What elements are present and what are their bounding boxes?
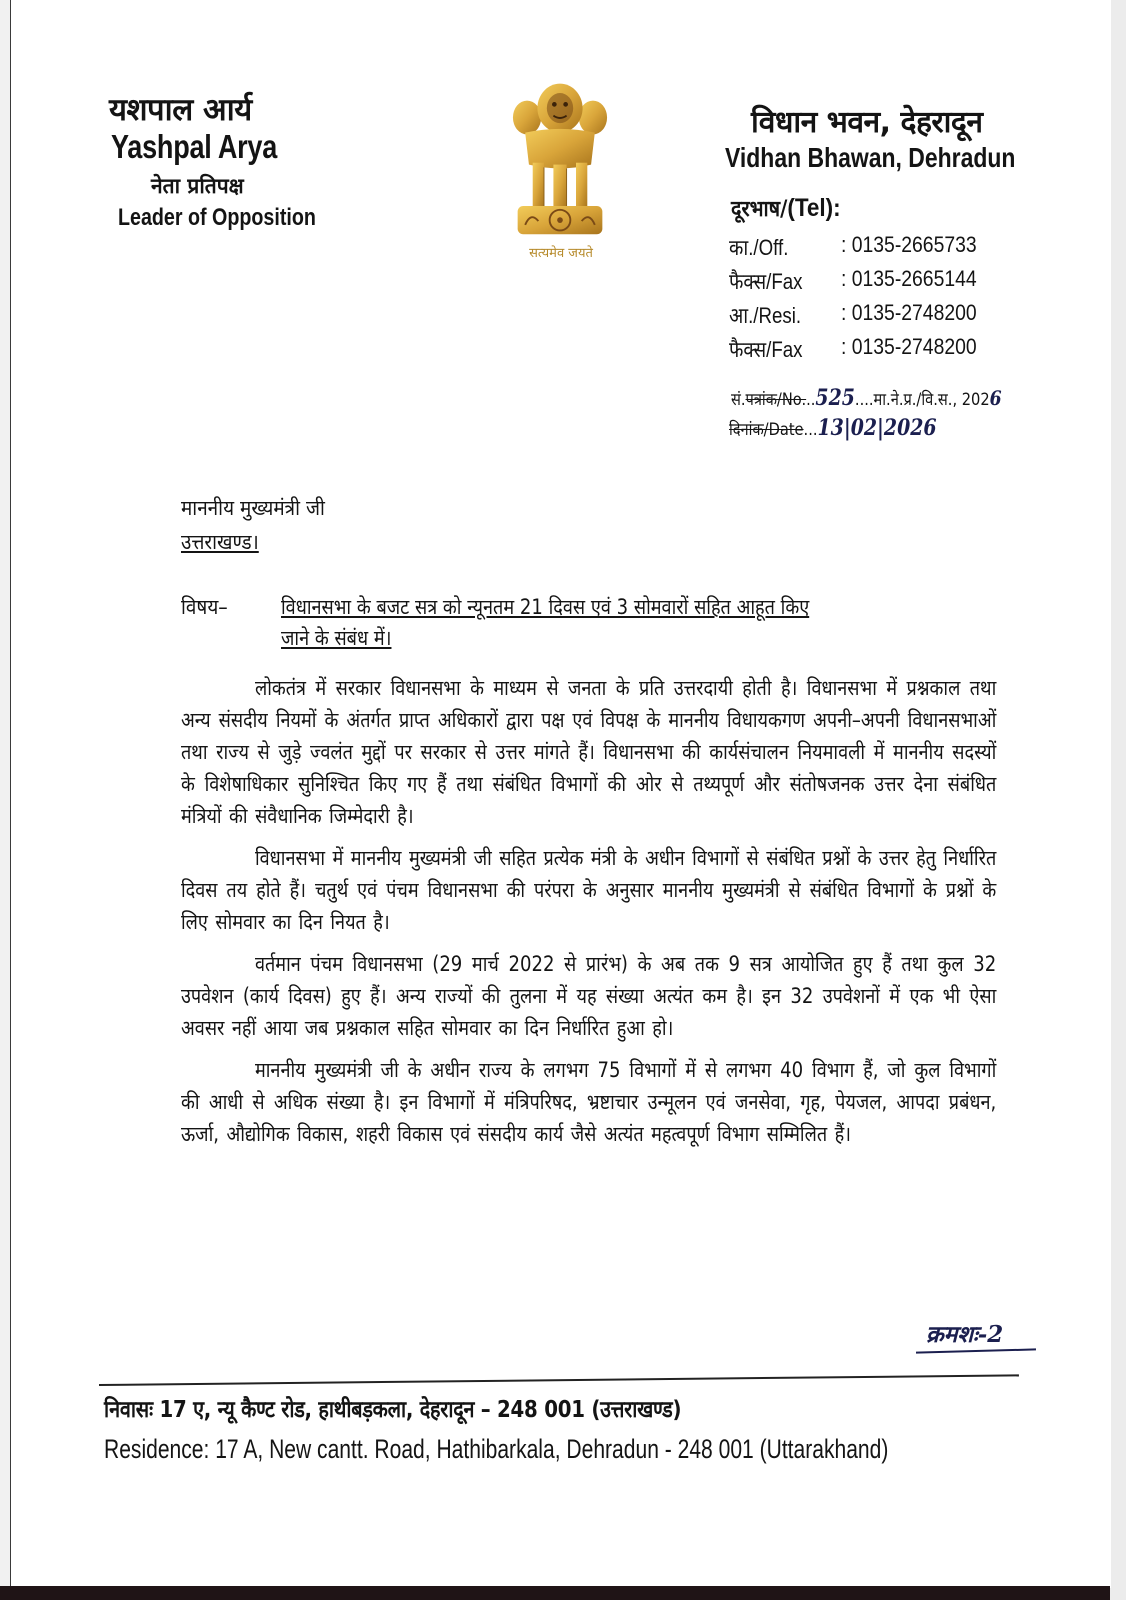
office-name-hindi: विधान भवन, देहरादून [751, 105, 983, 140]
paragraph-text: लोकतंत्र में सरकार विधानसभा के माध्यम से जनता के प्रति उत्तरदायी होती है। विधानसभा में प्रश्नकाल तथा अन्य संसदीय नियमों के अंतर्गत प्राप्त अधिकारों द्वारा पक्ष एवं विपक्ष के माननीय विधायकगण अपनी–अपनी विधानसभाओं तथा राज्य से जुड़े ज्वलंत मुद्दों पर सरकार से उत्तर मांगते हैं। विधानसभा की कार्यसंचालन नियमावली में माननीय सदस्यों के विशेषाधिकार सुनिश्चित किए गए हैं तथा संबंधित विभागों की ओर से तथ्यपूर्ण और संतोषजनक उत्तर देना संबंधित मंत्रियों की संवैधानिक जिम्मेदारी है। [181, 676, 997, 828]
telephone-heading-hindi: दूरभाष/ [731, 197, 788, 222]
continuation-note: क्रमशः-2 [926, 1321, 1004, 1348]
footer-divider [99, 1374, 1019, 1386]
letter-page [10, 0, 1111, 1588]
sender-role-hindi: नेता प्रतिपक्ष [151, 174, 244, 198]
residence-address-english: Residence: 17 A, New cantt. Road, Hathibarkala, Dehradun - 248 001 (Uttarakhand) [104, 1434, 889, 1464]
subject-text-line2: जाने के संबंध में। [281, 626, 392, 650]
date-handwritten: 13|02|2026 [817, 415, 937, 441]
paragraph-text: माननीय मुख्यमंत्री जी के अधीन राज्य के लगभग 75 विभागों में से लगभग 40 विभाग हैं, जो कुल विभागों की आधी से अधिक संख्या है। इन विभागों में मंत्रिपरिषद, भ्रष्टाचार उन्मूलन एवं जनसेवा, गृह, पेयजल, आपदा प्रबंधन, ऊर्जा, औद्योगिक विकास, शहरी विकास एवं संसदीय कार्य जैसे अत्यंत महत्वपूर्ण विभाग सम्मिलित हैं। [181, 1058, 997, 1146]
body-paragraph-3 [181, 948, 996, 1044]
contact-label: फैक्स/Fax [729, 337, 803, 362]
sender-name-english: Yashpal Arya [111, 128, 278, 165]
letter-date: दिनांक/Date...13|02|2026 [729, 415, 937, 441]
subject-label: विषय– [181, 595, 228, 619]
contact-number: : 0135-2748200 [841, 334, 977, 359]
paragraph-text: विधानसभा में माननीय मुख्यमंत्री जी सहित प्रत्येक मंत्री के अधीन विभागों से संबंधित प्रश्नों के उत्तर हेतु निर्धारित दिवस तय होते हैं। चतुर्थ एवं पंचम विधानसभा की परंपरा के अनुसार माननीय मुख्यमंत्री से संबंधित विभागों के प्रश्नों के लिए सोमवार का दिन नियत है। [181, 846, 997, 934]
telephone-heading-english: (Tel): [787, 194, 841, 222]
office-name-english: Vidhan Bhawan, Dehradun [725, 142, 1016, 173]
emblem-motto: सत्यमेव जयते [529, 246, 593, 261]
residence-address-hindi: निवासः 17 ए, न्यू कैण्ट रोड, हाथीबड़कला, देहरादून – 248 001 (उत्तराखण्ड) [104, 1397, 682, 1423]
contact-number: : 0135-2665733 [841, 232, 977, 257]
sender-role-english: Leader of Opposition [118, 204, 316, 231]
telephone-heading [731, 193, 841, 223]
date-label: दिनांक/Date [729, 420, 804, 440]
addressee-state: उत्तराखण्ड। [181, 530, 259, 554]
letter-body [181, 672, 996, 1160]
photo-background-strip [1109, 0, 1126, 1600]
sender-name-hindi: यशपाल आर्य [109, 92, 252, 128]
body-paragraph-2 [181, 842, 996, 938]
state-emblem-icon [505, 78, 615, 238]
body-paragraph-1 [181, 672, 996, 832]
addressee-title: माननीय मुख्यमंत्री जी [181, 496, 325, 520]
contact-label: का./Off. [729, 235, 789, 260]
photo-bottom-edge [0, 1586, 1110, 1600]
reference-number: सं.पत्रांक/No...525....मा.ने.प्र./वि.स., 2026 [731, 385, 1002, 411]
continuation-underline [916, 1348, 1036, 1353]
reference-year-handwritten: 6 [989, 386, 1002, 410]
reference-number-handwritten: 525 [815, 385, 855, 411]
reference-prefix: सं. [731, 390, 746, 410]
contact-number: : 0135-2665144 [841, 266, 977, 291]
subject-text-line1: विधानसभा के बजट सत्र को न्यूनतम 21 दिवस एवं 3 सोमवारों सहित आहूत किए [281, 595, 810, 619]
contact-number: : 0135-2748200 [841, 300, 977, 325]
body-paragraph-4 [181, 1054, 996, 1150]
subject-line [181, 592, 981, 654]
contact-label: आ./Resi. [729, 303, 802, 328]
reference-label: पत्रांक/No. [745, 390, 807, 410]
contact-label: फैक्स/Fax [729, 269, 803, 294]
paragraph-text: वर्तमान पंचम विधानसभा (29 मार्च 2022 से प्रारंभ) के अब तक 9 सत्र आयोजित हुए हैं तथा कुल 32 उपवेशन (कार्य दिवस) हुए हैं। अन्य राज्यों की तुलना में यह संख्या अत्यंत कम है। इन 32 उपवेशनों में एक भी ऐसा अवसर नहीं आया जब प्रश्नकाल सहित सोमवार का दिन निर्धारित हुआ हो। [181, 952, 997, 1040]
reference-suffix: मा.ने.प्र./वि.स., 202 [873, 390, 990, 410]
